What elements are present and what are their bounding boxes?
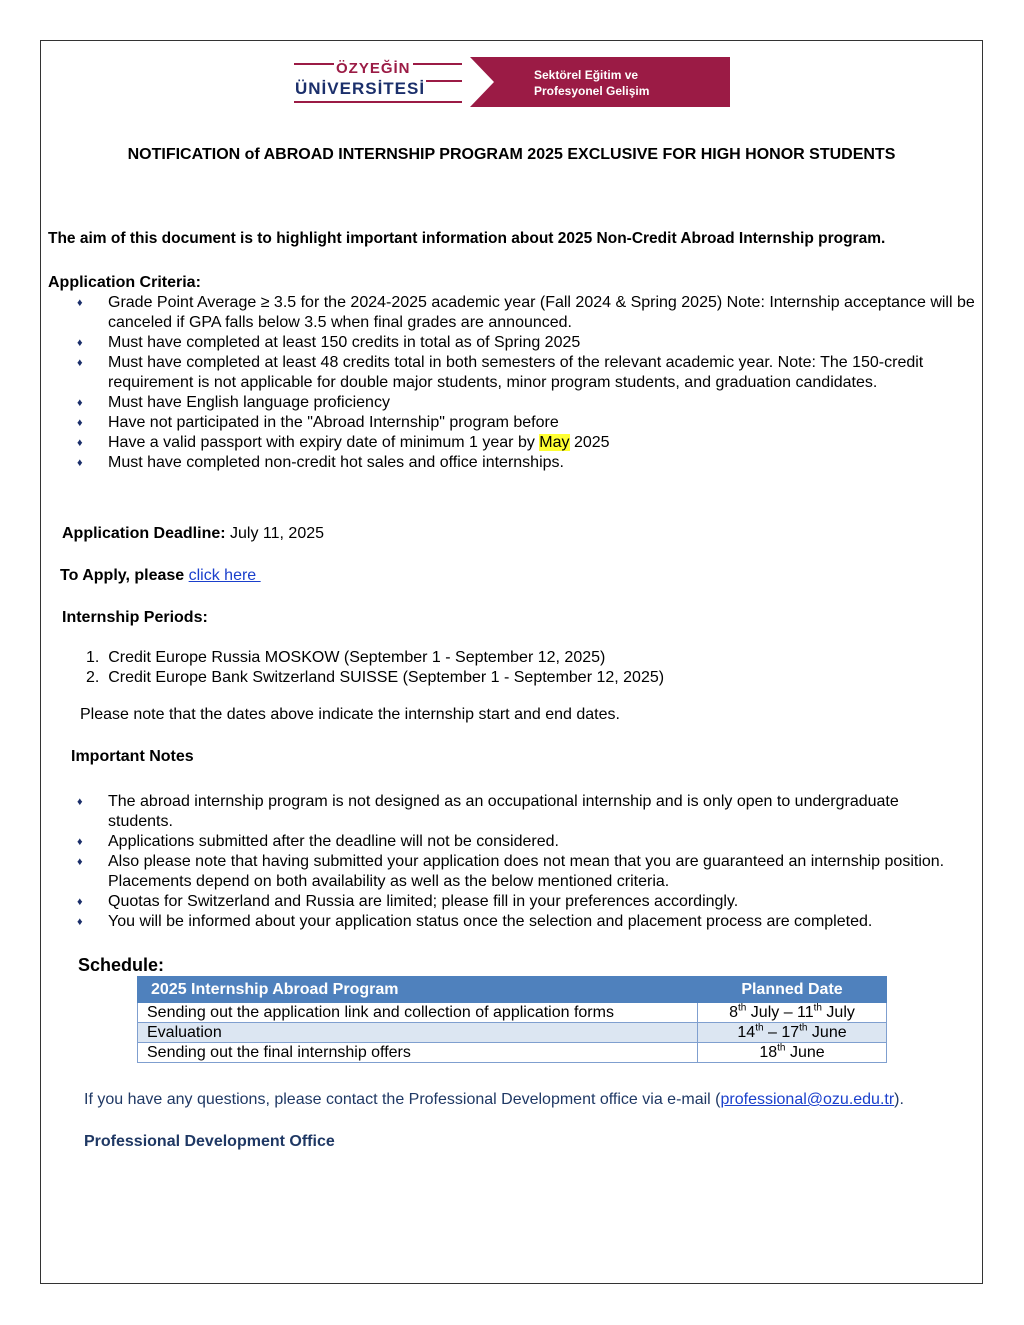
diamond-bullet-icon: ♦ xyxy=(77,836,83,848)
department-line1: Sektörel Eğitim ve xyxy=(534,68,639,82)
list-item: ♦ Must have English language proficiency xyxy=(77,394,390,411)
department-line2: Profesyonel Gelişim xyxy=(534,84,650,98)
contact-line: If you have any questions, please contact the Professional Development office via e-mail (professional@ozu.edu.tr). xyxy=(84,1091,904,1108)
diamond-bullet-icon: ♦ xyxy=(77,457,83,469)
list-item: ♦ Quotas for Switzerland and Russia are limited; please fill in your preferences accordingly. xyxy=(77,893,739,910)
diamond-bullet-icon: ♦ xyxy=(77,297,83,309)
list-item: ♦ Grade Point Average ≥ 3.5 for the 2024-2025 academic year (Fall 2024 & Spring 2025) Note: Internship acceptance will be canceled if GPA falls below 3.5 when final grades are announced. xyxy=(77,294,975,331)
date-cell: 8th July – 11th July xyxy=(698,1003,887,1023)
diamond-bullet-icon: ♦ xyxy=(77,397,83,409)
list-item: ♦ Must have completed at least 150 credits in total as of Spring 2025 xyxy=(77,334,581,351)
periods-heading: Internship Periods: xyxy=(62,609,208,626)
column-header-program: 2025 Internship Abroad Program xyxy=(138,977,698,1003)
diamond-bullet-icon: ♦ xyxy=(77,337,83,349)
university-logo xyxy=(294,57,730,107)
logo-text-line1: ÖZYEĞİN xyxy=(336,60,411,77)
logo-wordmark xyxy=(294,57,472,107)
list-item: ♦ Applications submitted after the deadline will not be considered. xyxy=(77,833,559,850)
deadline-value: July 11, 2025 xyxy=(225,525,325,542)
list-item: ♦ Must have completed at least 48 credits total in both semesters of the relevant academic year. Note: The 150-credit requirement is not applicable for double major students, minor program students, and graduation candidates. xyxy=(77,354,924,391)
notes-heading: Important Notes xyxy=(71,748,194,765)
list-item: 1. Credit Europe Russia MOSKOW (September 1 - September 12, 2025) xyxy=(86,649,606,666)
diamond-bullet-icon: ♦ xyxy=(77,916,83,928)
criteria-heading: Application Criteria: xyxy=(48,274,201,291)
logo-department-banner xyxy=(494,57,730,107)
aim-statement: The aim of this document is to highlight important information about 2025 Non-Credit Abroad Internship program. xyxy=(48,230,886,247)
notes-list xyxy=(77,792,947,932)
task-cell: Sending out the application link and collection of application forms xyxy=(138,1003,698,1023)
diamond-bullet-icon: ♦ xyxy=(77,796,83,808)
date-cell: 18th June xyxy=(698,1043,887,1063)
diamond-bullet-icon: ♦ xyxy=(77,417,83,429)
office-signature: Professional Development Office xyxy=(84,1133,335,1150)
logo-text-line2: ÜNİVERSİTESİ xyxy=(295,79,426,98)
document-title: NOTIFICATION of ABROAD INTERNSHIP PROGRAM 2025 EXCLUSIVE FOR HIGH HONOR STUDENTS xyxy=(127,146,896,163)
table-header-row xyxy=(138,977,887,1003)
apply-line xyxy=(60,567,261,585)
column-header-planned-date: Planned Date xyxy=(698,977,887,1003)
task-cell: Evaluation xyxy=(138,1023,698,1043)
email-link[interactable]: professional@ozu.edu.tr xyxy=(720,1091,895,1108)
list-item: ♦ Have not participated in the "Abroad Internship" program before xyxy=(77,414,559,431)
date-cell: 14th – 17th June xyxy=(698,1023,887,1043)
periods-note: Please note that the dates above indicate the internship start and end dates. xyxy=(80,706,620,723)
table-row xyxy=(138,1003,887,1023)
schedule-title: Schedule: xyxy=(78,955,165,975)
task-cell: Sending out the final internship offers xyxy=(138,1043,698,1063)
highlighted-month: May xyxy=(539,434,570,451)
diamond-bullet-icon: ♦ xyxy=(77,437,83,449)
table-row xyxy=(138,1043,887,1063)
diamond-bullet-icon: ♦ xyxy=(77,856,83,868)
list-item: ♦ You will be informed about your application status once the selection and placement process are completed. xyxy=(77,913,873,930)
diamond-bullet-icon: ♦ xyxy=(77,896,83,908)
list-item: ♦ Must have completed non-credit hot sales and office internships. xyxy=(77,454,564,471)
apply-link[interactable]: click here xyxy=(188,567,261,584)
periods-list xyxy=(86,648,664,688)
logo-chevron xyxy=(470,57,494,107)
deadline-line xyxy=(62,525,324,543)
list-item: ♦ The abroad internship program is not designed as an occupational internship and is only open to undergraduate students. xyxy=(77,793,899,830)
criteria-list xyxy=(77,293,977,473)
list-item: 2. Credit Europe Bank Switzerland SUISSE (September 1 - September 12, 2025) xyxy=(86,669,665,686)
apply-label: To Apply, please xyxy=(60,567,189,584)
list-item: ♦ Also please note that having submitted your application does not mean that you are guaranteed an internship position. Placements depend on both availability as well as the below mentioned criteria. xyxy=(77,853,945,890)
table-row xyxy=(138,1023,887,1043)
schedule-table xyxy=(137,976,887,1063)
list-item: ♦ Have a valid passport with expiry date of minimum 1 year by May 2025 xyxy=(77,434,610,451)
diamond-bullet-icon: ♦ xyxy=(77,357,83,369)
deadline-label: Application Deadline: xyxy=(62,525,226,542)
